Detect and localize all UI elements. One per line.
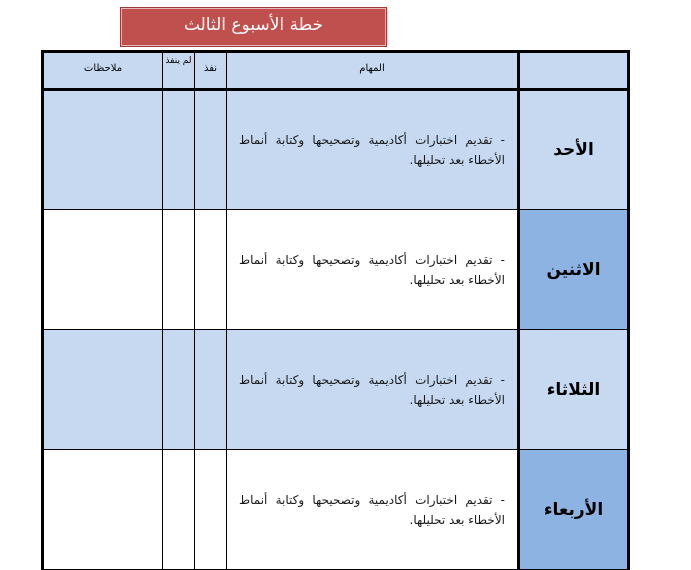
header-tasks: المهام (227, 52, 519, 90)
task-cell: - تقديم اختبارات أكاديمية وتصحيحها وكتابة أنماط الأخطاء بعد تحليلها. (227, 90, 519, 210)
notes-cell[interactable] (43, 90, 163, 210)
weekly-plan-table (41, 50, 630, 570)
done-cell[interactable] (195, 450, 227, 570)
header-day (519, 52, 629, 90)
day-cell: الثلاثاء (519, 330, 629, 450)
table-header-row (43, 52, 629, 90)
notes-cell[interactable] (43, 210, 163, 330)
table-row (43, 330, 629, 450)
table-row (43, 450, 629, 570)
done-cell[interactable] (195, 90, 227, 210)
notes-cell[interactable] (43, 330, 163, 450)
task-cell: - تقديم اختبارات أكاديمية وتصحيحها وكتابة أنماط الأخطاء بعد تحليلها. (227, 450, 519, 570)
table-row (43, 90, 629, 210)
not-done-cell[interactable] (163, 90, 195, 210)
day-cell: الأحد (519, 90, 629, 210)
header-not-done: لم ينفذ (163, 52, 195, 90)
header-notes: ملاحظات (43, 52, 163, 90)
day-cell: الاثنين (519, 210, 629, 330)
day-cell: الأربعاء (519, 450, 629, 570)
task-cell: - تقديم اختبارات أكاديمية وتصحيحها وكتابة أنماط الأخطاء بعد تحليلها. (227, 330, 519, 450)
header-done: نفذ (195, 52, 227, 90)
table-row (43, 210, 629, 330)
plan-title: خطة الأسبوع الثالث (120, 7, 387, 47)
task-cell: - تقديم اختبارات أكاديمية وتصحيحها وكتابة أنماط الأخطاء بعد تحليلها. (227, 210, 519, 330)
notes-cell[interactable] (43, 450, 163, 570)
not-done-cell[interactable] (163, 330, 195, 450)
not-done-cell[interactable] (163, 450, 195, 570)
done-cell[interactable] (195, 210, 227, 330)
not-done-cell[interactable] (163, 210, 195, 330)
done-cell[interactable] (195, 330, 227, 450)
